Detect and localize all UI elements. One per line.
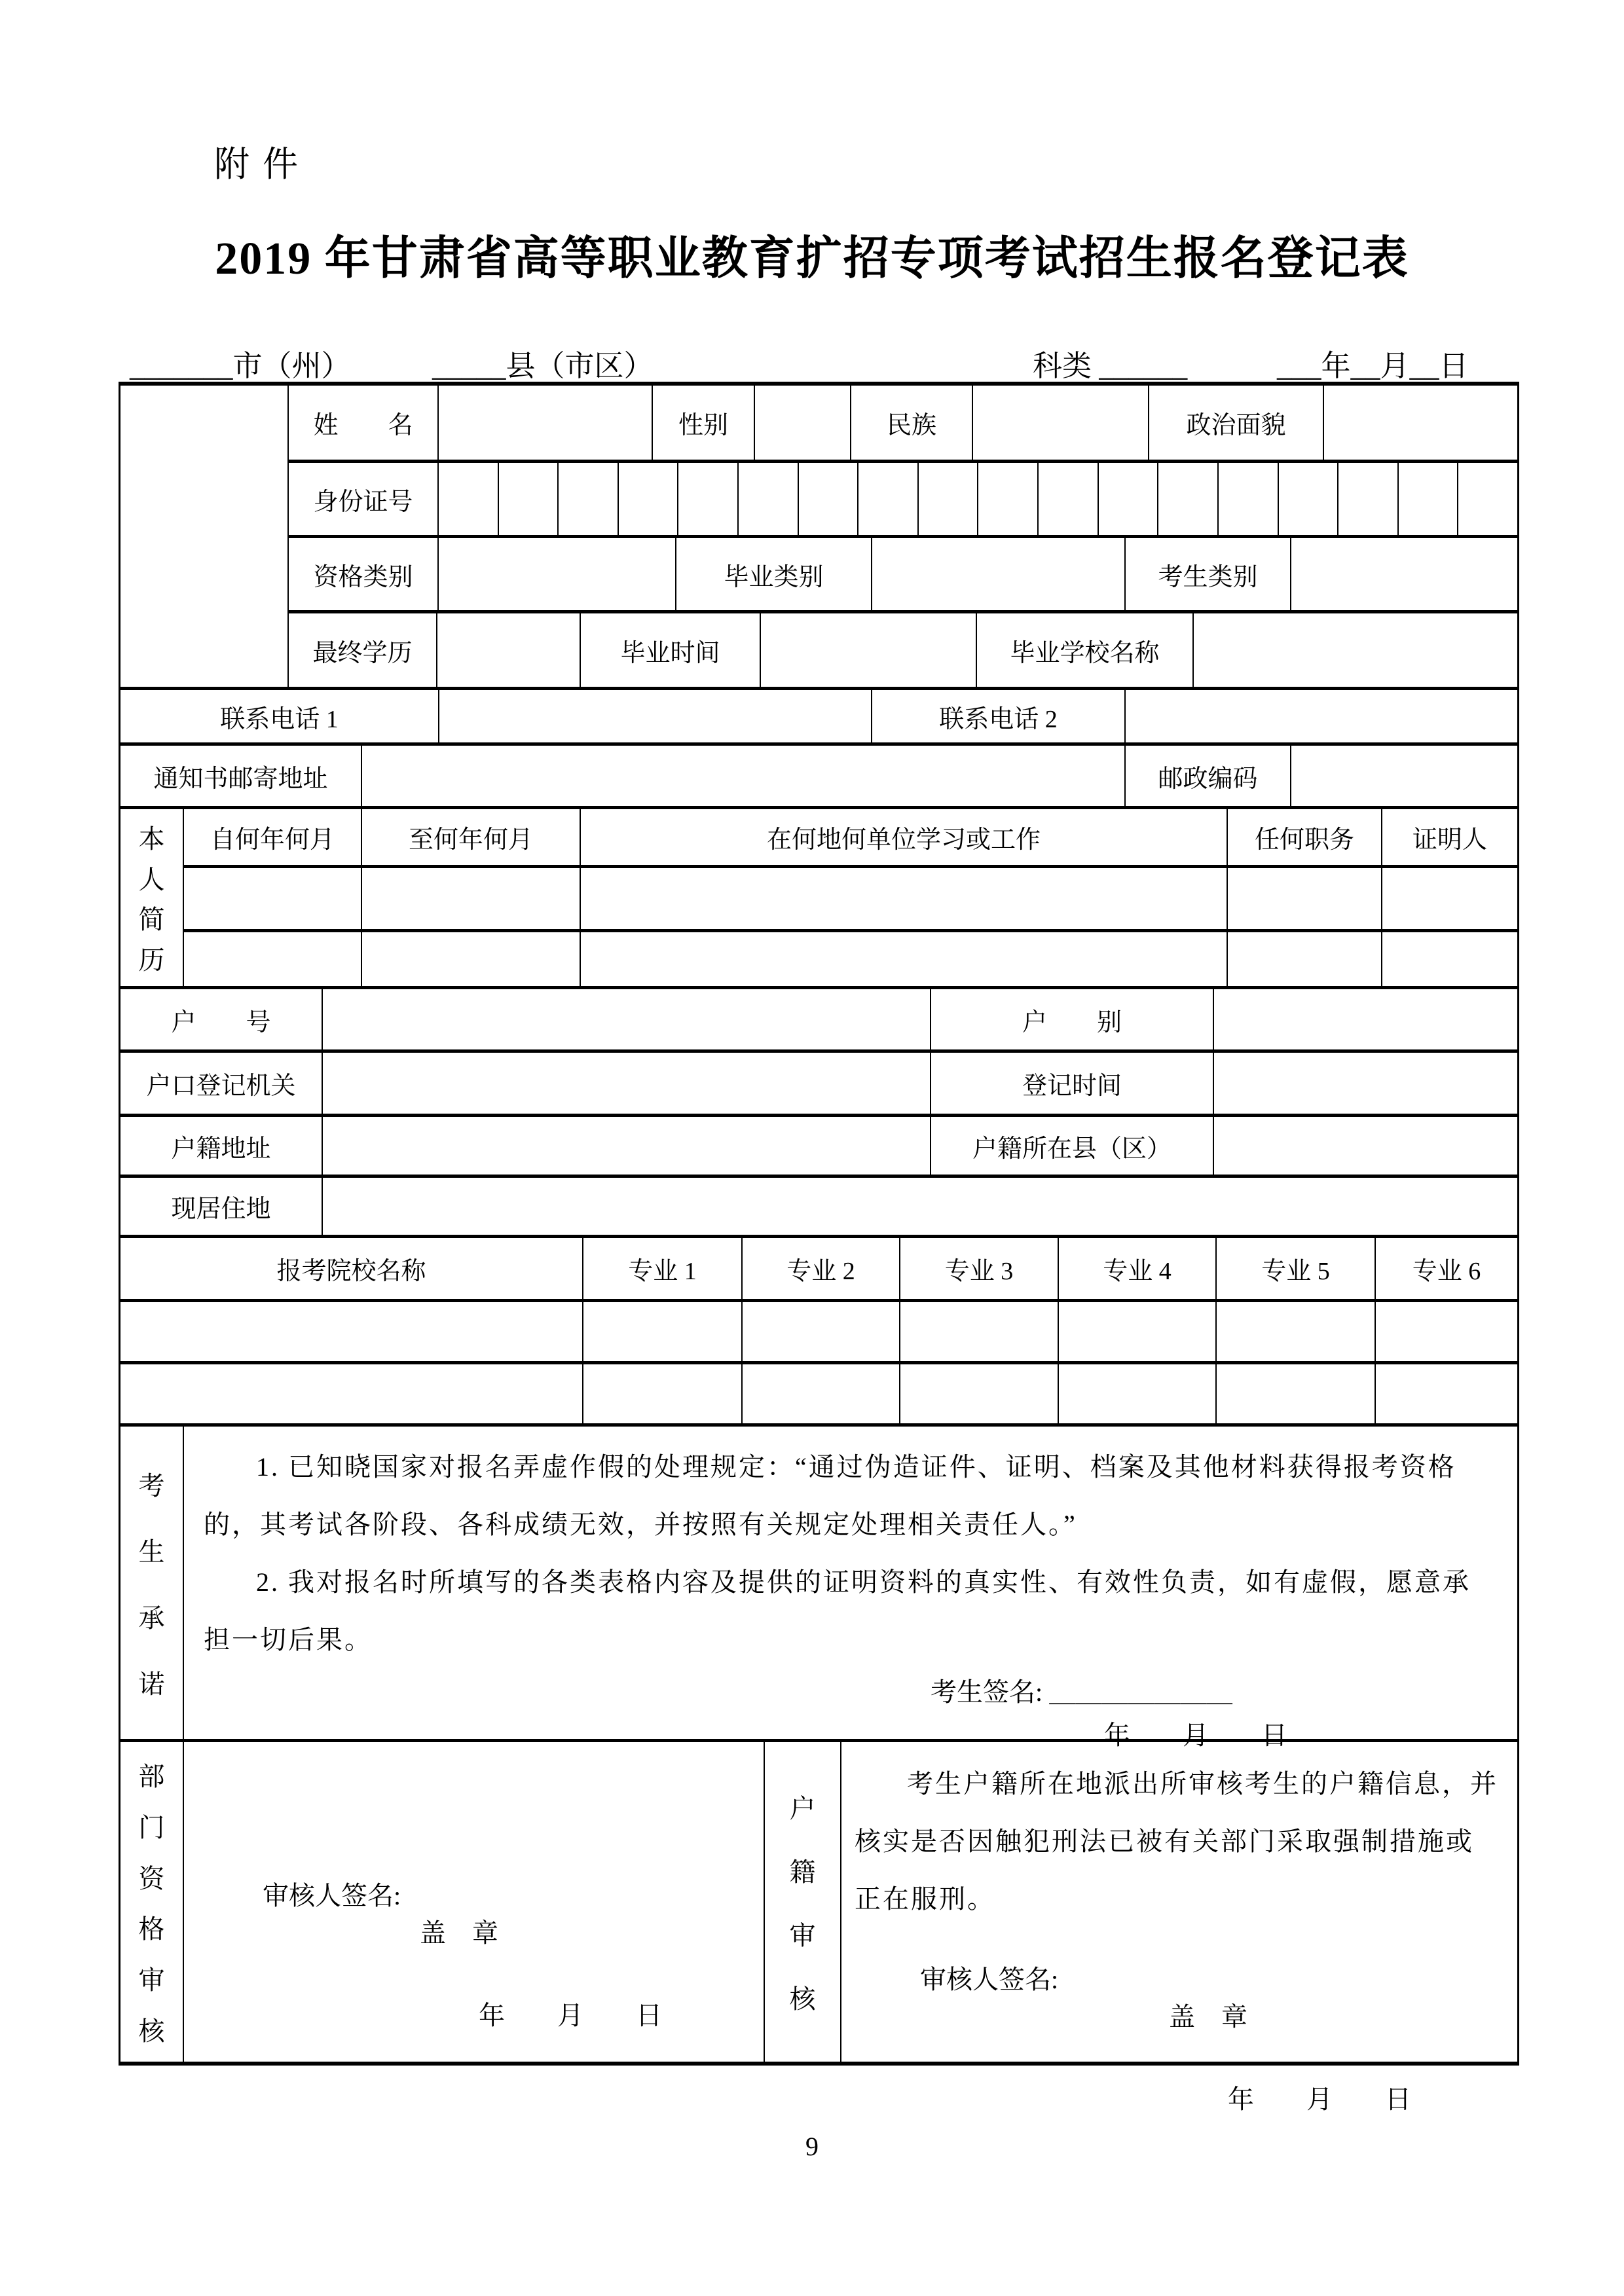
ethnicity-label: 民族 [851,386,973,460]
hukou-org-value-cell [323,1053,931,1114]
id-number-row [289,463,1517,538]
apply-cell [1217,1364,1376,1423]
qualification-label: 资格类别 [289,538,439,610]
attachment-label: 附件 [214,145,311,184]
hukou-review-text: 考生户籍所在地派出所审核考生的户籍信息，并核实是否因触犯刑法已被有关部门采取强制措施或正在服刑。 [855,1769,1498,1914]
hukou-signer-label: 审核人签名: [920,1965,1059,1994]
name-label: 姓 名 [289,386,439,460]
grad-type-value-cell [872,538,1126,610]
apply-blank-row [120,1364,1517,1427]
hukou-type-label: 户 别 [931,989,1214,1049]
id-digit-cell [858,463,919,535]
hukou-time-value-cell [1214,1053,1517,1114]
qualification-value-cell [439,538,676,610]
resume-blank-row [184,932,1517,986]
candidate-type-label: 考生类别 [1126,538,1291,610]
apply-cell [1059,1302,1217,1361]
id-digit-cell [1219,463,1279,535]
grad-time-value-cell [761,613,977,687]
hukou-type-value-cell [1214,989,1517,1049]
grad-type-label: 毕业类别 [676,538,872,610]
grad-school-value-cell [1194,613,1517,687]
apply-cell [743,1302,900,1361]
apply-school-label: 报考院校名称 [120,1238,583,1299]
id-digit-cell [1399,463,1459,535]
resume-cell [1382,868,1517,929]
phone2-label: 联系电话 2 [872,690,1126,742]
resume-cell [184,868,362,929]
dept-signer-seal-line [197,1844,764,1980]
hukou-addr-label: 户籍地址 [120,1117,323,1175]
resume-col-to: 至何年何月 [362,809,581,865]
resume-cell [581,932,1228,986]
candidate-type-value-cell [1291,538,1517,610]
apply-blank-row [120,1302,1517,1364]
id-digit-cell [919,463,979,535]
apply-cell [743,1364,900,1423]
hukou-org-row [120,1053,1517,1117]
dept-date-line: 年 月 日 [479,2001,662,2030]
apply-cell [120,1302,583,1361]
apply-cell [1376,1302,1517,1361]
id-digit-cell [978,463,1039,535]
hukou-county-value-cell [1214,1117,1517,1175]
hukou-review-area [841,1742,1517,2114]
education-label: 最终学历 [289,613,437,687]
hukou-time-label: 登记时间 [931,1053,1214,1114]
apply-cell [900,1302,1059,1361]
major1-label: 专业 1 [583,1238,743,1299]
hukou-no-row [120,989,1517,1053]
id-digit-cell [678,463,739,535]
ethnicity-value-cell [973,386,1149,460]
photo-area [120,386,289,687]
hukou-seal-label: 盖 章 [1169,2002,1247,2032]
apply-cell [120,1364,583,1423]
hukou-addr-value-cell [323,1117,931,1175]
phone1-label: 联系电话 1 [120,690,439,742]
dept-signer-label: 审核人签名: [263,1881,401,1910]
hukou-date-line: 年 月 日 [1228,2085,1411,2114]
category-blank: 科类 ______ [1033,350,1188,382]
dept-review-label: 部 门 资 格 审 核 [120,1742,184,2062]
id-digit-cell [439,463,499,535]
postcode-label: 邮政编码 [1126,746,1291,806]
page-number: 9 [805,2132,819,2161]
gender-value-cell [755,386,851,460]
postcode-value-cell [1291,746,1517,806]
id-digit-cells [439,463,1517,535]
name-row [289,386,1517,463]
name-value-cell [439,386,653,460]
id-digit-cell [1099,463,1159,535]
dept-review-area [184,1742,765,2062]
gender-label: 性别 [653,386,755,460]
major3-label: 专业 3 [900,1238,1059,1299]
review-section [120,1742,1517,2114]
commitment-section [120,1427,1517,1750]
apply-cell [900,1364,1059,1423]
current-addr-label: 现居住地 [120,1178,323,1235]
registration-form-table [119,382,1519,2114]
phone-row [120,690,1517,746]
basic-info-section [120,386,1517,690]
mail-value-cell [362,746,1126,806]
major6-label: 专业 6 [1412,1258,1481,1285]
city-blank: _______市（州） [130,350,351,382]
id-digit-cell [1039,463,1099,535]
resume-col-from: 自何年何月 [184,809,362,865]
mail-address-row [120,746,1517,809]
mail-label: 通知书邮寄地址 [120,746,362,806]
resume-cell [184,932,362,986]
apply-cell [1376,1364,1517,1423]
page-title: 2019 年甘肃省高等职业教育扩招专项考试招生报名登记表 [215,234,1409,284]
id-digit-cell [1338,463,1399,535]
hukou-no-label: 户 号 [120,989,323,1049]
commitment-paragraph-2: 2. 我对报名时所填写的各类表格内容及提供的证明资料的真实性、有效性负责，如有虚假，愿意承担一切后果。 [204,1567,1471,1654]
id-digit-cell [559,463,619,535]
education-value-cell [437,613,581,687]
commitment-paragraph-1: 1. 已知晓国家对报名弄虚作假的处理规定：“通过伪造证件、证明、档案及其他材料获得报考资格的，其考试各阶段、各科成绩无效，并按照有关规定处理相关责任人。” [204,1452,1456,1539]
apply-header-row [120,1238,1517,1302]
resume-cell [1228,868,1382,929]
political-value-cell [1324,386,1517,460]
id-digit-cell [739,463,799,535]
dept-seal-label: 盖 章 [420,1918,498,1948]
date-blank: ___年__月__日 [1277,350,1469,382]
commitment-body [184,1427,1517,1750]
id-digit-cell [1279,463,1339,535]
apply-cell [1059,1364,1217,1423]
current-addr-value-cell [323,1178,1517,1235]
qualification-row [289,538,1517,613]
candidate-signature-date: 年 月 日 [1104,1721,1287,1750]
hukou-address-row [120,1117,1517,1178]
resume-col-where: 在何地何单位学习或工作 [581,809,1228,865]
id-label: 身份证号 [289,463,439,535]
id-digit-cell [799,463,859,535]
major2-label: 专业 2 [743,1238,900,1299]
resume-cell [581,868,1228,929]
hukou-no-value-cell [323,989,931,1049]
resume-section [120,809,1517,989]
resume-cell [1382,932,1517,986]
grad-time-label: 毕业时间 [581,613,761,687]
hukou-county-label: 户籍所在县（区） [931,1117,1214,1175]
major5-label: 专业 5 [1217,1238,1376,1299]
commitment-section-label: 考 生 承 诺 [120,1427,184,1739]
resume-cell [1228,932,1382,986]
id-digit-cell [1158,463,1219,535]
grad-school-label: 毕业学校名称 [977,613,1194,687]
hukou-signer-seal-line [855,1928,1501,2064]
political-label: 政治面貌 [1149,386,1324,460]
resume-blank-row [184,868,1517,932]
resume-cell [362,932,581,986]
current-address-row [120,1178,1517,1238]
resume-cell [362,868,581,929]
candidate-signature-line: 考生签名: ＿＿＿＿＿＿＿ [931,1677,1233,1707]
resume-col-duty: 任何职务 [1228,809,1382,865]
county-blank: _____县（市区） [432,350,654,382]
major4-label: 专业 4 [1059,1238,1217,1299]
hukou-review-label: 户 籍 审 核 [765,1742,841,2062]
phone2-value-cell [1126,690,1517,742]
apply-cell [1217,1302,1376,1361]
id-digit-cell [619,463,679,535]
resume-section-label: 本 人 简 历 [120,809,184,986]
apply-cell [583,1302,743,1361]
id-digit-cell [499,463,559,535]
id-digit-cell [1458,463,1517,535]
resume-header-row [184,809,1517,868]
hukou-org-label: 户口登记机关 [120,1053,323,1114]
phone1-value-cell [439,690,872,742]
apply-cell [583,1364,743,1423]
education-row [289,613,1517,687]
resume-col-witness: 证明人 [1412,826,1487,854]
